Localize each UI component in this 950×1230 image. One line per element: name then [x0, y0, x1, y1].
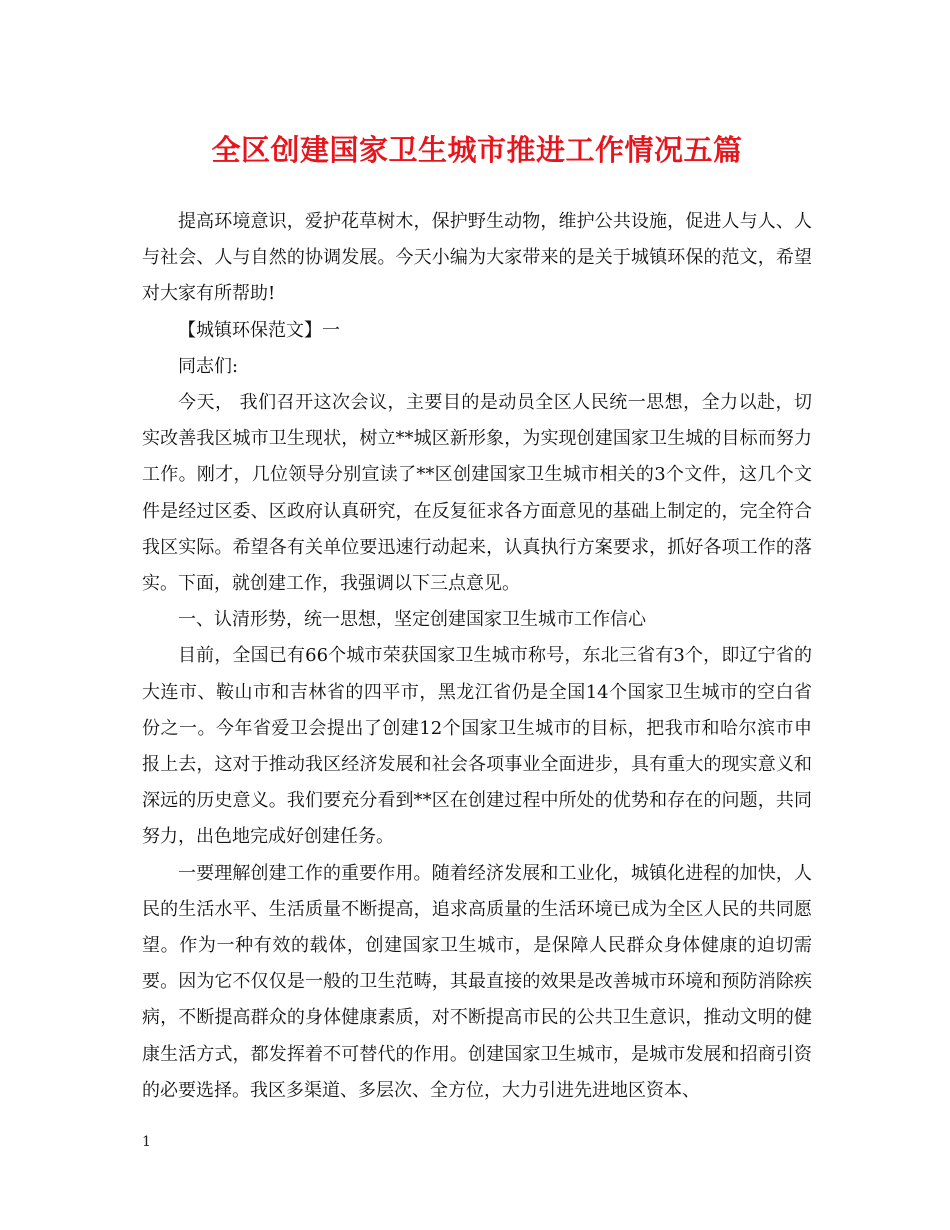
paragraph-opening: 今天， 我们召开这次会议，主要目的是动员全区人民统一思想，全力以赴，切实改善我区城市卫生现状，树立**城区新形象，为实现创建国家卫生城的目标而努力工作。刚才，几位领导分别宣读了**区创建国家卫生城市相关的3个文件，这几个文件是经过区委、区政府认真研究，在反复征求各方面意见的基础上制定的，完全符合我区实际。希望各有关单位要迅速行动起来，认真执行方案要求，抓好各项工作的落实。下面，就创建工作，我强调以下三点意见。 [142, 392, 812, 595]
document-title: 全区创建国家卫生城市推进工作情况五篇 [211, 133, 743, 167]
paragraph-situation: 目前，全国已有66个城市荣获国家卫生城市称号，东北三省有3个，即辽宁省的大连市、鞍山市和吉林省的四平市，黑龙江省仍是全国14个国家卫生城市的空白省份之一。今年省爱卫会提出了创建12个国家卫生城市的目标，把我市和哈尔滨市申报上去，这对于推动我区经济发展和社会各项事业全面进步，具有重大的现实意义和深远的历史意义。我们要充分看到**区在创建过程中所处的优势和存在的问题，共同努力，出色地完成好创建任务。 [142, 645, 812, 848]
paragraph-section-label: 【城镇环保范文】一 [178, 319, 340, 341]
paragraph-salutation: 同志们: [178, 355, 239, 377]
document-body [142, 204, 812, 1109]
paragraph-intro: 提高环境意识，爱护花草树木，保护野生动物，维护公共设施，促进人与人、人与社会、人与自然的协调发展。今天小编为大家带来的是关于城镇环保的范文，希望对大家有所帮助! [142, 211, 812, 305]
paragraph-importance: 一要理解创建工作的重要作用。随着经济发展和工业化，城镇化进程的加快，人民的生活水平、生活质量不断提高，追求高质量的生活环境已成为全区人民的共同愿望。作为一种有效的载体，创建国家卫生城市，是保障人民群众身体健康的迫切需要。因为它不仅仅是一般的卫生范畴，其最直接的效果是改善城市环境和预防消除疾病，不断提高群众的身体健康素质，对不断提高市民的公共卫生意识，推动文明的健康生活方式，都发挥着不可替代的作用。创建国家卫生城市，是城市发展和招商引资的必要选择。我区多渠道、多层次、全方位，大力引进先进地区资本、 [142, 862, 812, 1101]
page-number: 1 [142, 1134, 151, 1150]
paragraph-heading-one: 一、认清形势，统一思想，坚定创建国家卫生城市工作信心 [178, 609, 646, 631]
